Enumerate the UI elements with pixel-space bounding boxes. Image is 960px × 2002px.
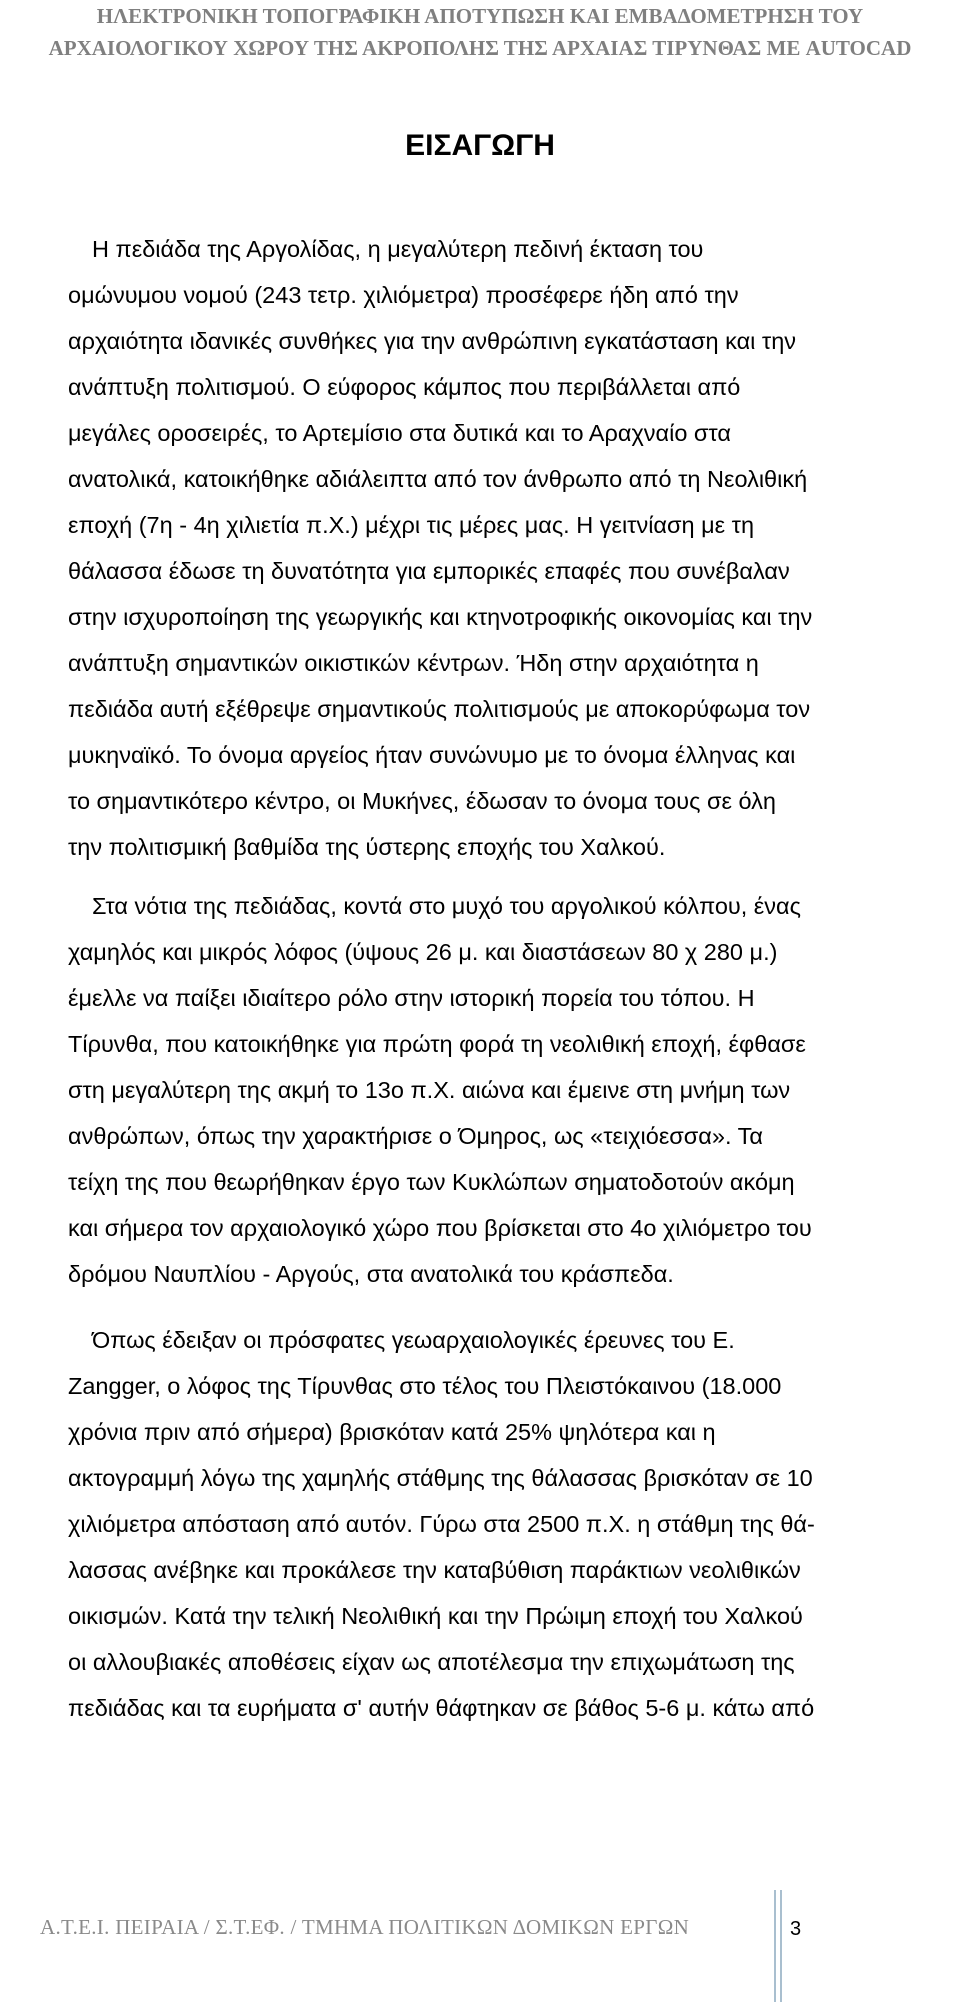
text-line: ομώνυμου νομού (243 τετρ. χιλιόμετρα) προσέφερε ήδη από την xyxy=(68,282,739,308)
text-line: Zangger, ο λόφος της Τίρυνθας στο τέλος του Πλειστόκαινου (18.000 xyxy=(68,1373,782,1399)
text-line: ανατολικά, κατοικήθηκε αδιάλειπτα από τον άνθρωπο από τη Νεολιθική xyxy=(68,466,808,492)
text-line: Τίρυνθα, που κατοικήθηκε για πρώτη φορά τη νεολιθική εποχή, έφθασε xyxy=(68,1031,806,1057)
paragraph-1 xyxy=(68,226,960,870)
text-line: θάλασσα έδωσε τη δυνατότητα για εμπορικές επαφές που συνέβαλαν xyxy=(68,558,790,584)
running-header-line-2: ΑΡΧΑΙΟΛΟΓΙΚΟΥ ΧΩΡΟΥ ΤΗΣ ΑΚΡΟΠΟΛΗΣ ΤΗΣ ΑΡΧΑΙΑΣ ΤΙΡΥΝΘΑΣ ΜΕ AUTOCAD xyxy=(48,36,912,60)
text-line: ακτογραμμή λόγω της χαμηλής στάθμης της θάλασσας βρισκόταν σε 10 xyxy=(68,1465,813,1491)
text-line: χιλιόμετρα απόσταση από αυτόν. Γύρω στα 2500 π.Χ. η στάθμη της θά- xyxy=(68,1511,815,1537)
text-line: στη μεγαλύτερη της ακμή το 13ο π.Χ. αιώνα και έμεινε στη μνήμη των xyxy=(68,1077,791,1103)
text-line: οικισμών. Κατά την τελική Νεολιθική και την Πρώιμη εποχή του Χαλκού xyxy=(68,1603,803,1629)
footer-institution: Α.Τ.Ε.Ι. ΠΕΙΡΑΙΑ / Σ.Τ.ΕΦ. / ΤΜΗΜΑ ΠΟΛΙΤΙΚΩΝ ΔΟΜΙΚΩΝ ΕΡΓΩΝ xyxy=(40,1915,690,1939)
footer-divider xyxy=(774,1890,782,2002)
text-line: χρόνια πριν από σήμερα) βρισκόταν κατά 25% ψηλότερα και η xyxy=(68,1419,716,1445)
text-line: λασσας ανέβηκε και προκάλεσε την καταβύθιση παράκτιων νεολιθικών xyxy=(68,1557,801,1583)
paragraph-2 xyxy=(68,883,960,1297)
text-line: πεδιάδας και τα ευρήματα σ' αυτήν θάφτηκαν σε βάθος 5-6 μ. κάτω από xyxy=(68,1695,815,1721)
text-line: ανάπτυξη σημαντικών οικιστικών κέντρων. Ήδη στην αρχαιότητα η xyxy=(68,650,759,676)
text-line: και σήμερα τον αρχαιολογικό χώρο που βρίσκεται στο 4ο χιλιόμετρο του xyxy=(68,1215,812,1241)
text-line: την πολιτισμική βαθμίδα της ύστερης εποχής του Χαλκού. xyxy=(68,834,666,860)
text-line: πεδιάδα αυτή εξέθρεψε σημαντικούς πολιτισμούς με αποκορύφωμα τον xyxy=(68,696,811,722)
text-line: αρχαιότητα ιδανικές συνθήκες για την ανθρώπινη εγκατάσταση και την xyxy=(68,328,797,354)
text-line: χαμηλός και μικρός λόφος (ύψους 26 μ. και διαστάσεων 80 χ 280 μ.) xyxy=(68,939,778,965)
text-line: δρόμου Ναυπλίου - Αργούς, στα ανατολικά του κράσπεδα. xyxy=(68,1261,674,1287)
text-line: Η πεδιάδα της Αργολίδας, η μεγαλύτερη πεδινή έκταση του xyxy=(92,236,704,262)
paragraph-3 xyxy=(68,1317,960,1731)
text-line: το σημαντικότερο κέντρο, οι Μυκήνες, έδωσαν το όνομα τους σε όλη xyxy=(68,788,776,814)
running-header-line-1: ΗΛΕΚΤΡΟΝΙΚΗ ΤΟΠΟΓΡΑΦΙΚΗ ΑΠΟΤΥΠΩΣΗ ΚΑΙ ΕΜΒΑΔΟΜΕΤΡΗΣΗ ΤΟΥ xyxy=(96,4,864,28)
text-line: μυκηναϊκό. Το όνομα αργείος ήταν συνώνυμο με το όνομα έλληνας και xyxy=(68,742,796,768)
text-line: οι αλλουβιακές αποθέσεις είχαν ως αποτέλεσμα την επιχωμάτωση της xyxy=(68,1649,795,1675)
text-line: στην ισχυροποίηση της γεωργικής και κτηνοτροφικής οικονομίας και την xyxy=(68,604,813,630)
text-line: ανθρώπων, όπως την χαρακτήρισε ο Όμηρος, ως «τειχιόεσσα». Τα xyxy=(68,1123,763,1149)
section-title: ΕΙΣΑΓΩΓΗ xyxy=(405,129,555,162)
text-line: τείχη της που θεωρήθηκαν έργο των Κυκλώπων σηματοδοτούν ακόμη xyxy=(68,1169,795,1195)
text-line: Στα νότια της πεδιάδας, κοντά στο μυχό του αργολικού κόλπου, ένας xyxy=(92,893,801,919)
text-line: Όπως έδειξαν οι πρόσφατες γεωαρχαιολογικές έρευνες του Ε. xyxy=(92,1327,735,1353)
page-number: 3 xyxy=(790,1918,802,1940)
text-line: έμελλε να παίξει ιδιαίτερο ρόλο στην ιστορική πορεία του τόπου. Η xyxy=(68,985,755,1011)
running-header xyxy=(40,0,920,64)
body-text xyxy=(68,226,960,1731)
text-line: μεγάλες οροσειρές, το Αρτεμίσιο στα δυτικά και το Αραχναίο στα xyxy=(68,420,731,446)
text-line: εποχή (7η - 4η χιλιετία π.Χ.) μέχρι τις μέρες μας. Η γειτνίαση με τη xyxy=(68,512,755,538)
text-line: ανάπτυξη πολιτισμού. Ο εύφορος κάμπος που περιβάλλεται από xyxy=(68,374,741,400)
